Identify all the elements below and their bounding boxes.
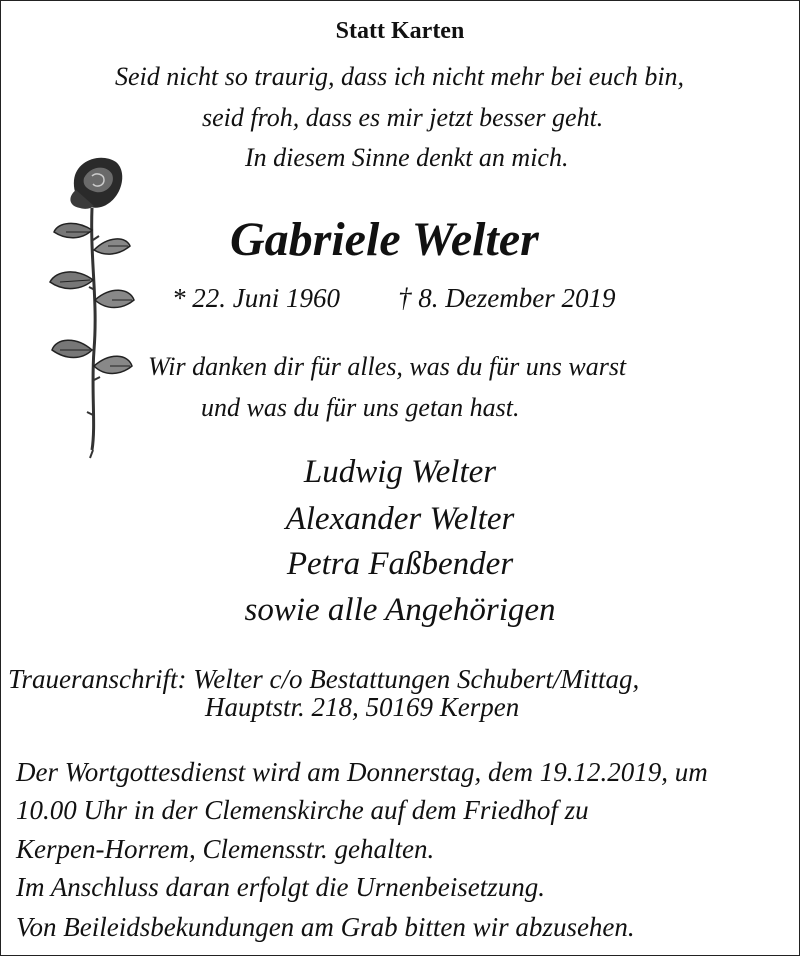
verse-line: In diesem Sinne denkt an mich. bbox=[245, 143, 569, 172]
service-line: 10.00 Uhr in der Clemenskirche auf dem Friedhof zu bbox=[16, 795, 589, 825]
service-line: Im Anschluss daran erfolgt die Urnenbeisetzung. bbox=[16, 872, 545, 902]
mourning-address: Hauptstr. 218, 50169 Kerpen bbox=[205, 692, 520, 722]
heading: Statt Karten bbox=[335, 18, 465, 44]
family-member: Alexander Welter bbox=[285, 501, 515, 537]
service-line: Kerpen-Horrem, Clemensstr. gehalten. bbox=[16, 834, 435, 864]
birth-date: * 22. Juni 1960 bbox=[172, 283, 340, 313]
death-date: † 8. Dezember 2019 bbox=[398, 283, 616, 313]
mourning-address: Traueranschrift: Welter c/o Bestattungen Schubert/Mittag, bbox=[8, 664, 640, 694]
verse-line: Seid nicht so traurig, dass ich nicht mehr bei euch bin, bbox=[115, 62, 685, 91]
family-member: Petra Faßbender bbox=[286, 546, 514, 582]
rose-icon bbox=[46, 150, 142, 460]
deceased-name: Gabriele Welter bbox=[230, 213, 539, 266]
thanks-line: Wir danken dir für alles, was du für uns warst bbox=[148, 352, 627, 381]
family-member: Ludwig Welter bbox=[303, 454, 497, 490]
service-line: Der Wortgottesdienst wird am Donnerstag, dem 19.12.2019, um bbox=[16, 757, 708, 787]
service-line: Von Beileidsbekundungen am Grab bitten wir abzusehen. bbox=[16, 912, 635, 942]
verse-line: seid froh, dass es mir jetzt besser geht. bbox=[202, 103, 604, 132]
family-member: sowie alle Angehörigen bbox=[244, 592, 556, 628]
thanks-line: und was du für uns getan hast. bbox=[201, 393, 520, 422]
